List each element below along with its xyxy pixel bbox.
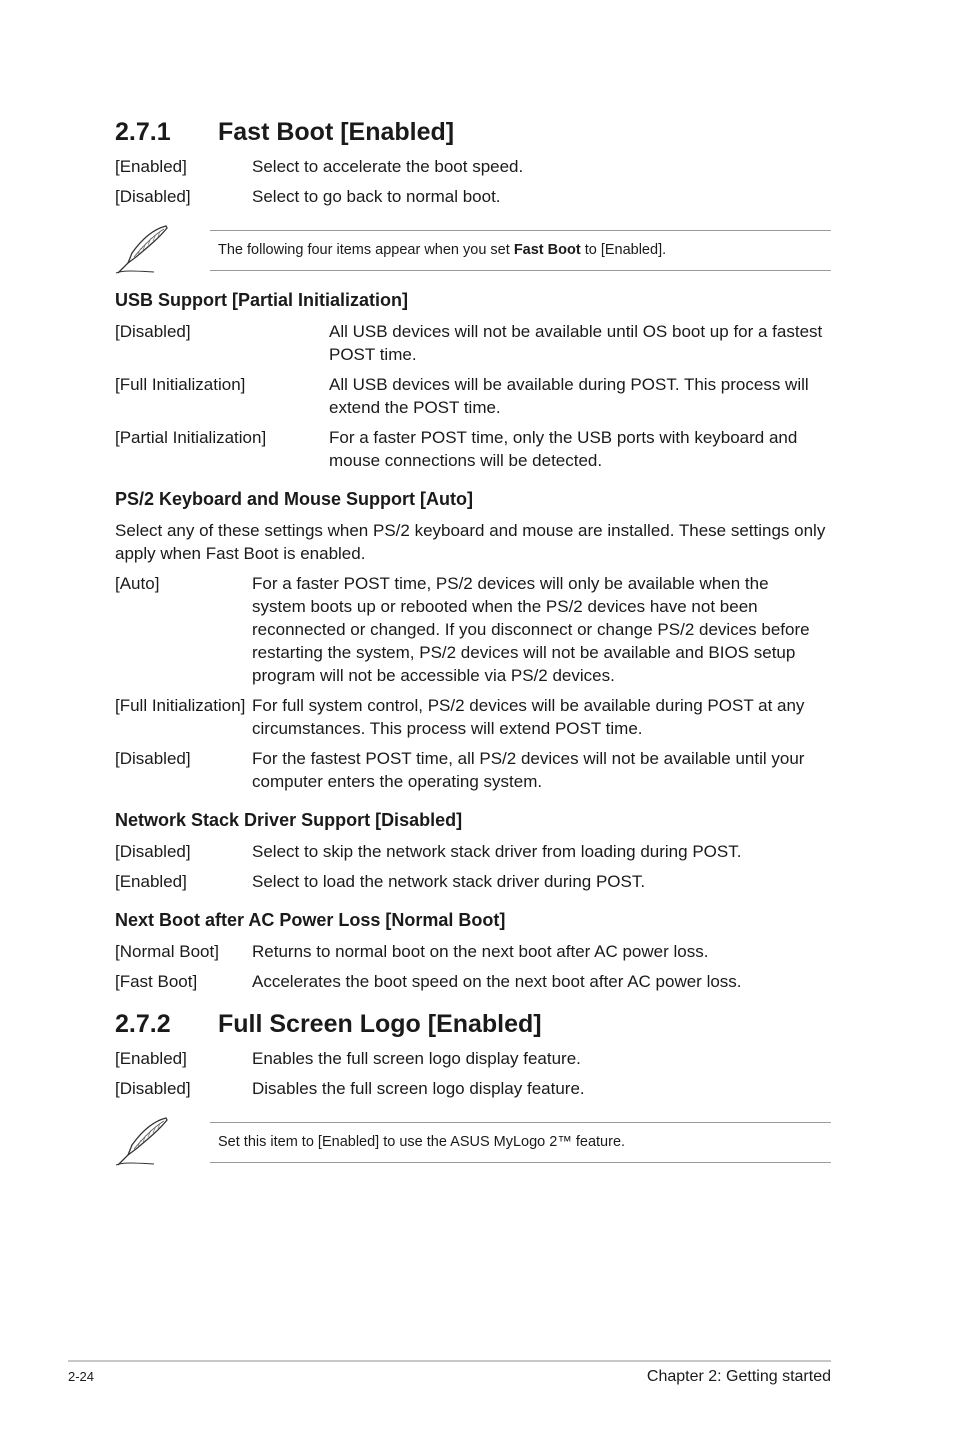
page-number: 2-24	[68, 1369, 95, 1384]
option-row	[115, 155, 831, 178]
option-row	[115, 320, 831, 366]
option-key: [Enabled]	[115, 1049, 187, 1068]
option-desc: Accelerates the boot speed on the next boot after AC power loss.	[252, 972, 742, 991]
note-text: Set this item to [Enabled] to use the ASUS MyLogo 2™ feature.	[218, 1134, 626, 1150]
option-row	[115, 940, 831, 963]
note-rule-top	[210, 1122, 831, 1123]
pen-note-icon	[114, 1115, 172, 1167]
option-key: [Enabled]	[115, 157, 187, 176]
section-title: Full Screen Logo [Enabled]	[218, 1010, 542, 1038]
section-heading-2-7-1	[115, 118, 815, 150]
option-row	[115, 870, 831, 893]
option-desc: Enables the full screen logo display feature.	[252, 1049, 581, 1068]
option-desc: All USB devices will be available during POST. This process will extend the POST time.	[329, 375, 809, 417]
pen-note-icon	[114, 223, 172, 275]
option-row	[115, 840, 831, 863]
note-text-start: The following four items appear when you set	[218, 242, 514, 258]
note-box	[114, 1115, 831, 1167]
footer-rule	[68, 1360, 831, 1362]
option-key: [Disabled]	[115, 842, 191, 861]
note-text-end: to [Enabled].	[580, 242, 667, 258]
option-desc: Disables the full screen logo display feature.	[252, 1079, 585, 1098]
option-key: [Partial Initialization]	[115, 428, 267, 447]
chapter-label: Chapter 2: Getting started	[646, 1368, 831, 1385]
option-key: [Enabled]	[115, 872, 187, 891]
note-rule-top	[210, 230, 831, 231]
note-box	[114, 223, 831, 275]
option-desc: Select to go back to normal boot.	[252, 187, 501, 206]
option-key: [Disabled]	[115, 1079, 191, 1098]
option-desc: All USB devices will not be available until OS boot up for a fastest POST time.	[329, 322, 823, 364]
option-key: [Full Initialization]	[115, 696, 246, 715]
section-title: Fast Boot [Enabled]	[218, 118, 455, 146]
section-number: 2.7.2	[115, 1010, 171, 1038]
option-row	[115, 373, 831, 419]
note-rule-bottom	[210, 270, 831, 271]
option-row	[115, 1047, 831, 1070]
option-desc: For full system control, PS/2 devices will be available during POST at any circumstances. This process will extend POST time.	[252, 696, 805, 738]
option-row	[115, 185, 831, 208]
option-desc: For a faster POST time, only the USB ports with keyboard and mouse connections will be detected.	[329, 428, 798, 470]
option-row	[115, 572, 831, 687]
section-number: 2.7.1	[115, 118, 171, 146]
option-desc: Select to skip the network stack driver from loading during POST.	[252, 842, 742, 861]
subsection-title-network: Network Stack Driver Support [Disabled]	[115, 810, 463, 830]
note-text	[218, 242, 666, 258]
option-desc: For a faster POST time, PS/2 devices will only be available when the system boots up or rebooted when the PS/2 devices have not been reconnected or changed. If you disconnect or change PS/2 devices before restarting the system, PS/2 devices will not be available and BIOS setup program will not be accessible via PS/2 devices.	[252, 574, 810, 685]
note-rule-bottom	[210, 1162, 831, 1163]
subsection-title-usb: USB Support [Partial Initialization]	[115, 290, 409, 310]
subsection-title-ps2: PS/2 Keyboard and Mouse Support [Auto]	[115, 489, 474, 509]
option-key: [Full Initialization]	[115, 375, 246, 394]
option-row	[115, 747, 831, 793]
ps2-intro: Select any of these settings when PS/2 keyboard and mouse are installed. These settings only apply when Fast Boot is enabled.	[115, 521, 826, 563]
option-desc: Select to load the network stack driver during POST.	[252, 872, 646, 891]
option-row	[115, 970, 831, 993]
option-row	[115, 1077, 831, 1100]
option-desc: Select to accelerate the boot speed.	[252, 157, 524, 176]
option-row	[115, 426, 831, 472]
option-desc: For the fastest POST time, all PS/2 devices will not be available until your computer enters the operating system.	[252, 749, 805, 791]
section-heading-2-7-2	[115, 1010, 815, 1042]
option-key: [Auto]	[115, 574, 160, 593]
option-key: [Disabled]	[115, 749, 191, 768]
option-row	[115, 694, 831, 740]
option-key: [Fast Boot]	[115, 972, 198, 991]
option-key: [Disabled]	[115, 187, 191, 206]
option-key: [Normal Boot]	[115, 942, 219, 961]
option-key: [Disabled]	[115, 322, 191, 341]
note-text-bold: Fast Boot	[513, 242, 581, 258]
subsection-title-ac-power: Next Boot after AC Power Loss [Normal Boot]	[115, 910, 506, 930]
option-desc: Returns to normal boot on the next boot after AC power loss.	[252, 942, 709, 961]
